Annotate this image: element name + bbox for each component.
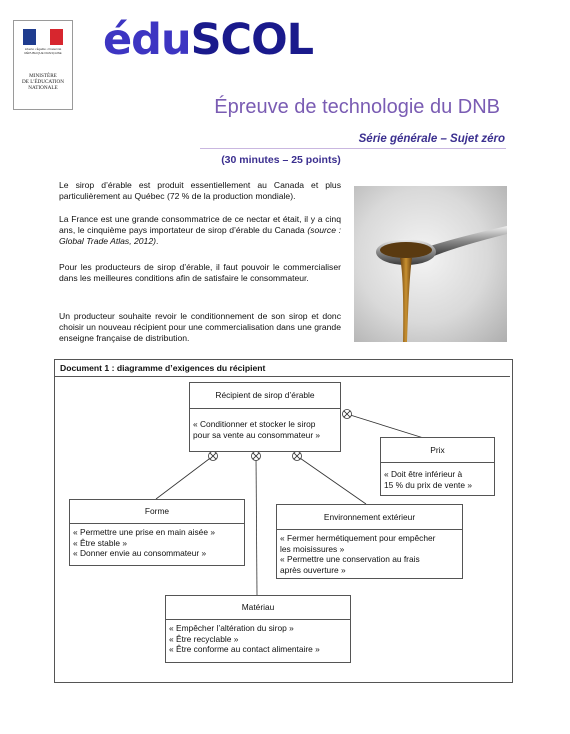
block-requirements: « Fermer hermétiquement pour empêcher les moisissures » « Permettre une conservation au frais après ouverture » [280, 533, 436, 575]
republic-motto: Liberté • Égalité • Fraternité RÉPUBLIQUE FRANÇAISE [24, 47, 62, 55]
block-forme [69, 499, 245, 566]
block-requirements: « Empêcher l’altération du sirop » « Être recyclable » « Être conforme au contact alimentaire » [169, 623, 320, 655]
block-name: Matériau [166, 596, 350, 620]
block-recipient [189, 382, 341, 452]
block-requirements: « Doit être inférieur à 15 % du prix de vente » [384, 469, 472, 490]
block-name: Environnement extérieur [277, 505, 462, 530]
document-1-title: Document 1 : diagramme d’exigences du récipient [60, 363, 266, 373]
block-name: Récipient de sirop d’érable [190, 383, 340, 409]
exam-duration: (30 minutes – 25 points) [221, 154, 341, 166]
intro-paragraph: Pour les producteurs de sirop d’érable, il faut pouvoir le commercialiser dans les meilleures conditions afin de satisfaire le consommateur. [59, 262, 341, 283]
intro-paragraph: La France est une grande consommatrice de ce nectar et était, il y a cinq ans, le cinquième pays importateur de sirop d’érable du Canada (source : Global Trade Atlas, 2012). [59, 214, 342, 246]
block-prix [380, 437, 495, 496]
containment-icon [209, 452, 218, 461]
intro-paragraph: Un producteur souhaite revoir le conditionnement de son sirop et donc choisir un nouveau récipient pour une commercialisation dans une grande enseigne française de distribution. [59, 311, 341, 343]
containment-icon [343, 410, 352, 419]
block-environnement [276, 504, 463, 579]
connector-environnement [297, 456, 366, 504]
intro-paragraph: Le sirop d’érable est produit essentiellement au Canada et plus particulièrement au Québec (72 % de la production mondiale). [59, 180, 341, 201]
block-materiau [165, 595, 351, 663]
containment-icon [293, 452, 302, 461]
block-name: Prix [381, 438, 494, 463]
connector-forme [156, 456, 213, 499]
containment-icon [252, 452, 261, 461]
page-subtitle: Série générale – Sujet zéro [358, 133, 505, 145]
block-name: Forme [70, 500, 244, 524]
eduscol-logo: éduSCOL [103, 15, 314, 65]
page-title: Épreuve de technologie du DNB [214, 96, 500, 118]
block-requirements: « Permettre une prise en main aisée » « Être stable » « Donner envie au consommateur » [73, 527, 215, 559]
ministry-name: MINISTÈRE DE L'ÉDUCATION NATIONALE [22, 73, 64, 91]
block-requirements: « Conditionner et stocker le sirop pour sa vente au consommateur » [193, 419, 321, 440]
connector-materiau [256, 456, 257, 595]
source-citation: (source : Global Trade Atlas, 2012) [59, 224, 342, 246]
